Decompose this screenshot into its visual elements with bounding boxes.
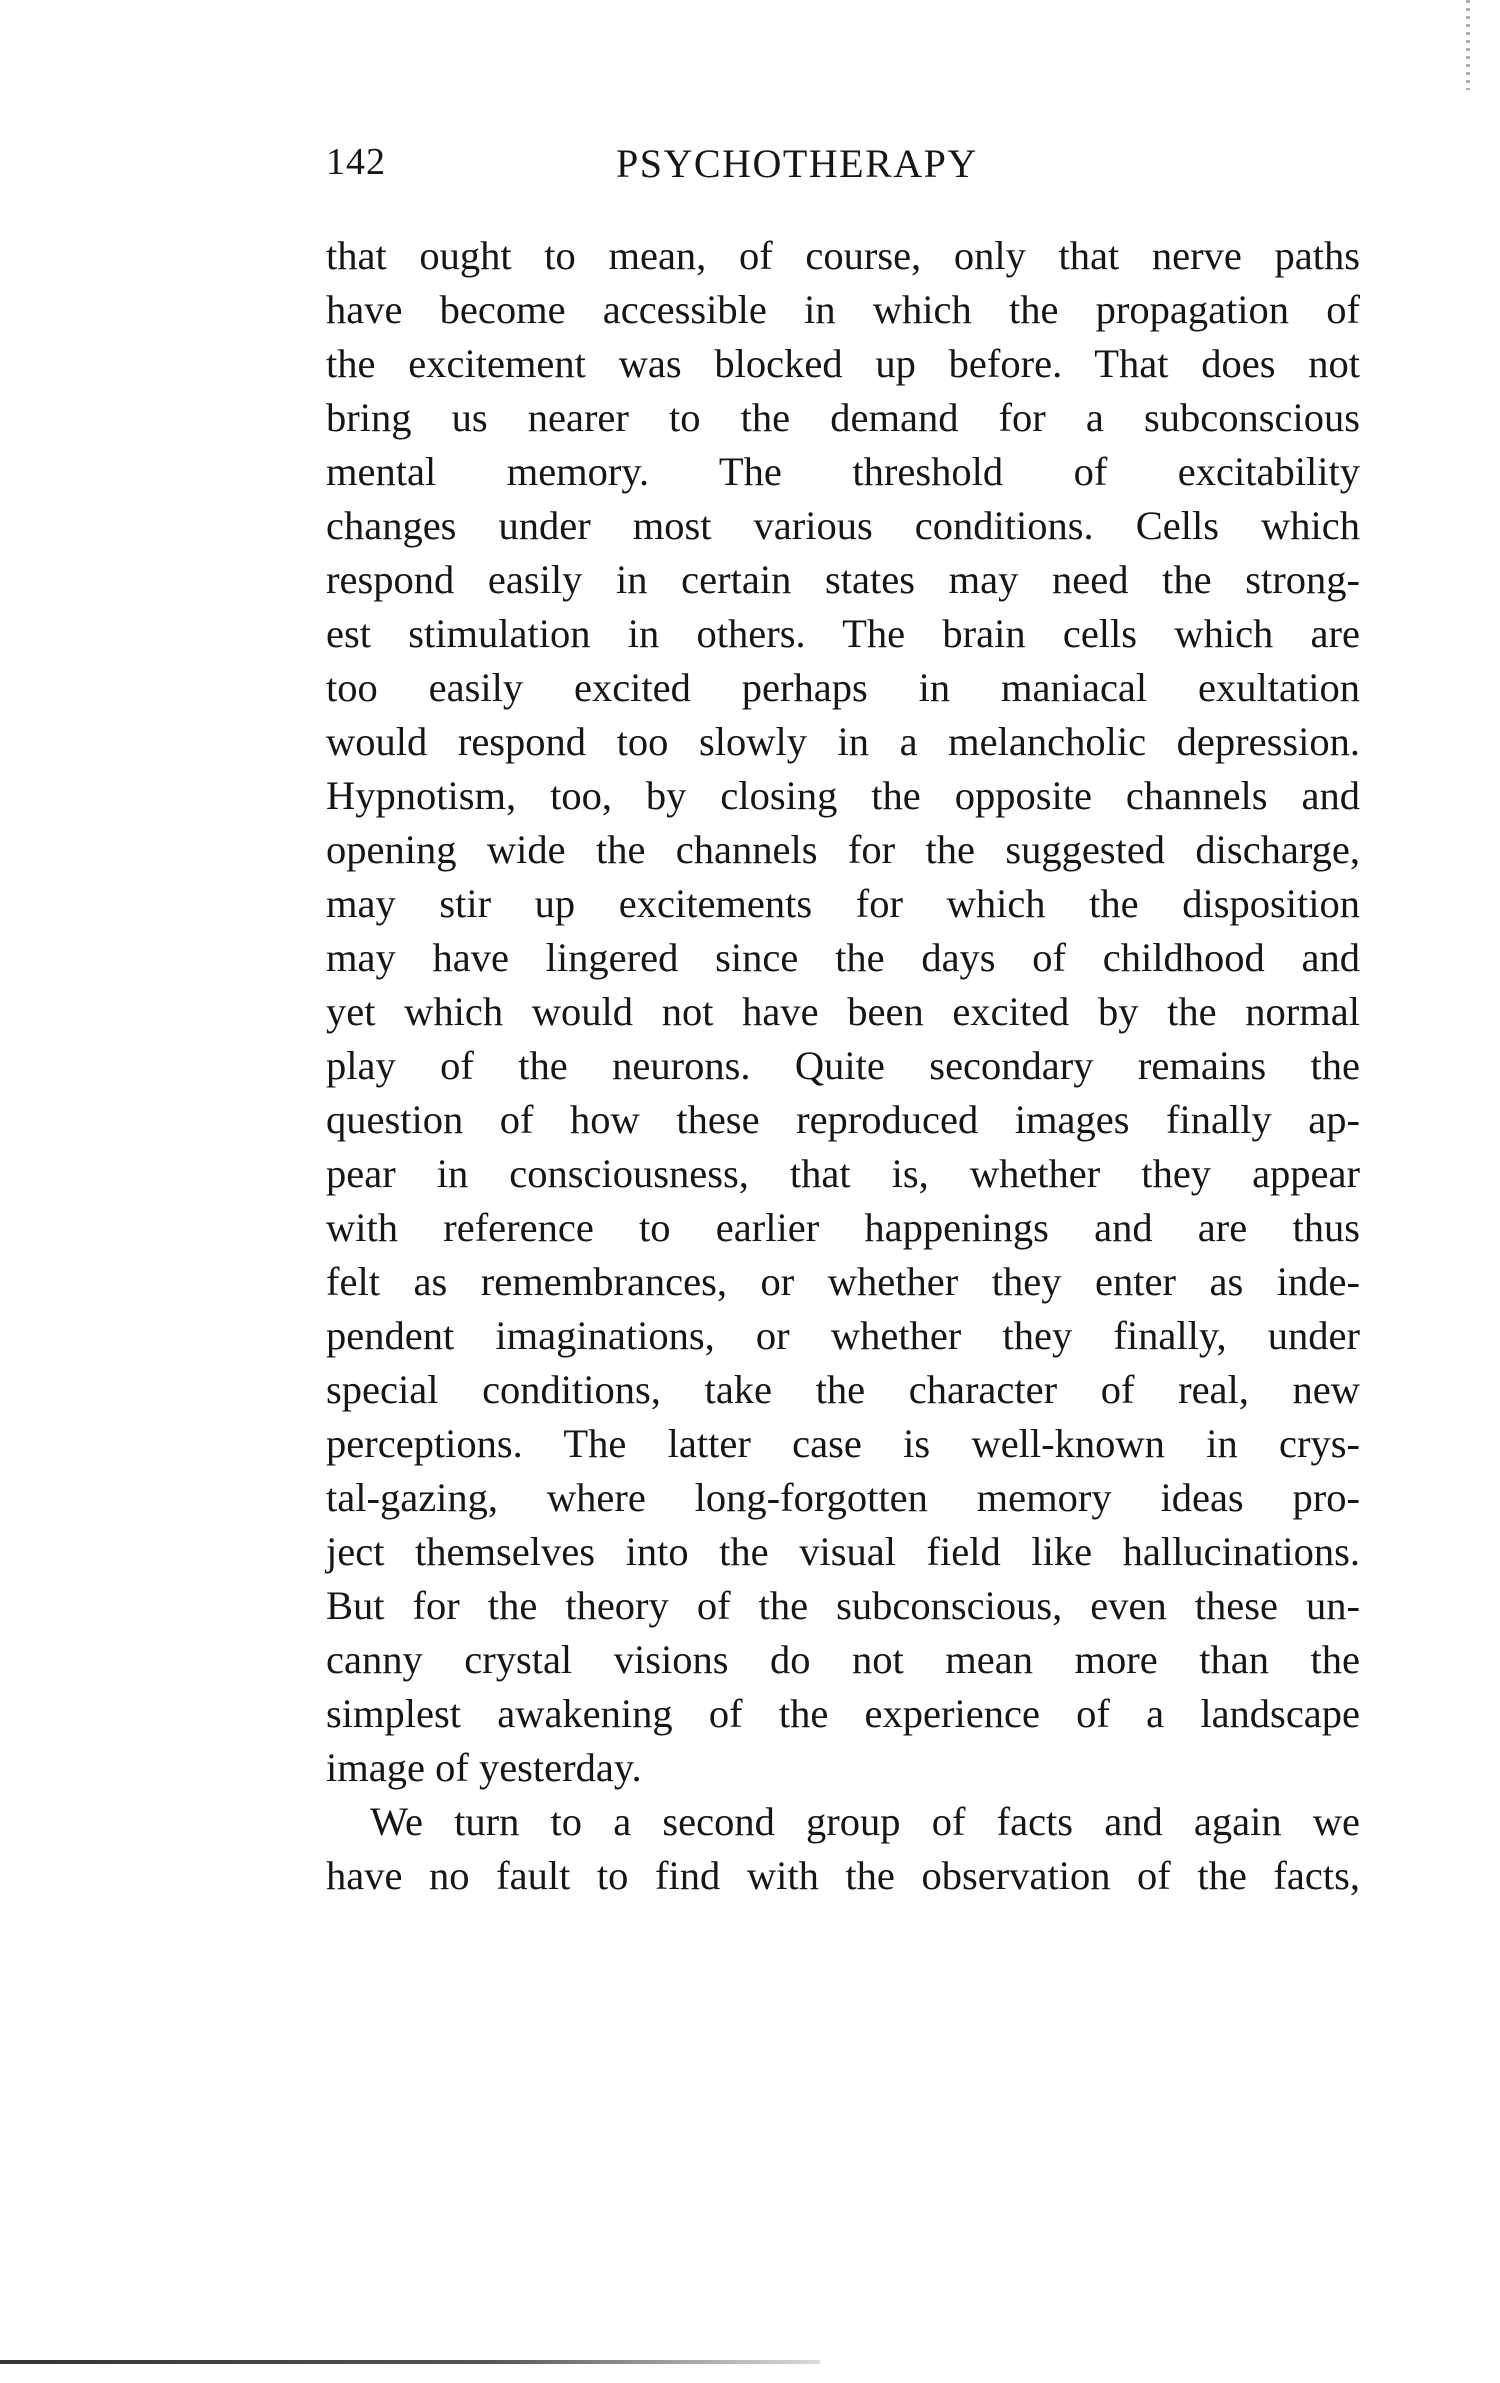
text-line: special conditions, take the character of real, new	[326, 1367, 1360, 1412]
text-line: image of yesterday.	[326, 1745, 642, 1790]
text-line: opening wide the channels for the suggested discharge,	[326, 827, 1360, 872]
text-line: respond easily in certain states may need the strong-	[326, 557, 1360, 602]
text-line: est stimulation in others. The brain cells which are	[326, 611, 1360, 656]
text-line: canny crystal visions do not mean more than the	[326, 1637, 1360, 1682]
text-line: too easily excited perhaps in maniacal exultation	[326, 665, 1360, 710]
text-line: changes under most various conditions. Cells which	[326, 503, 1360, 548]
text-line: may stir up excitements for which the disposition	[326, 881, 1360, 926]
text-line: mental memory. The threshold of excitability	[326, 449, 1360, 494]
text-line: that ought to mean, of course, only that nerve paths	[326, 233, 1360, 278]
page-edge-marks	[1466, 0, 1470, 90]
body-text	[326, 229, 1360, 1903]
text-line: ject themselves into the visual field like hallucinations.	[326, 1529, 1360, 1574]
text-line: bring us nearer to the demand for a subconscious	[326, 395, 1360, 440]
text-line: have no fault to find with the observation of the facts,	[326, 1853, 1360, 1898]
text-line: have become accessible in which the propagation of	[326, 287, 1360, 332]
text-line: tal-gazing, where long-forgotten memory ideas pro-	[326, 1475, 1360, 1520]
page-number: 142	[326, 141, 386, 183]
text-line: the excitement was blocked up before. That does not	[326, 341, 1360, 386]
text-line: pendent imaginations, or whether they finally, under	[326, 1313, 1360, 1358]
running-title: PSYCHOTHERAPY	[616, 141, 978, 186]
paragraph-start-line: We turn to a second group of facts and again we	[370, 1799, 1360, 1844]
text-line: question of how these reproduced images finally ap-	[326, 1097, 1360, 1142]
text-line: But for the theory of the subconscious, even these un-	[326, 1583, 1360, 1628]
text-line: may have lingered since the days of childhood and	[326, 935, 1360, 980]
text-line: simplest awakening of the experience of a landscape	[326, 1691, 1360, 1736]
running-head	[326, 140, 1360, 196]
bottom-edge-rule	[0, 2360, 820, 2364]
text-line: yet which would not have been excited by the normal	[326, 989, 1360, 1034]
text-line: play of the neurons. Quite secondary remains the	[326, 1043, 1360, 1088]
text-line: pear in consciousness, that is, whether they appear	[326, 1151, 1360, 1196]
text-line: would respond too slowly in a melancholic depression.	[326, 719, 1360, 764]
text-line: with reference to earlier happenings and are thus	[326, 1205, 1360, 1250]
text-line: Hypnotism, too, by closing the opposite channels and	[326, 773, 1360, 818]
text-line: felt as remembrances, or whether they enter as inde-	[326, 1259, 1360, 1304]
text-line: perceptions. The latter case is well-known in crys-	[326, 1421, 1360, 1466]
